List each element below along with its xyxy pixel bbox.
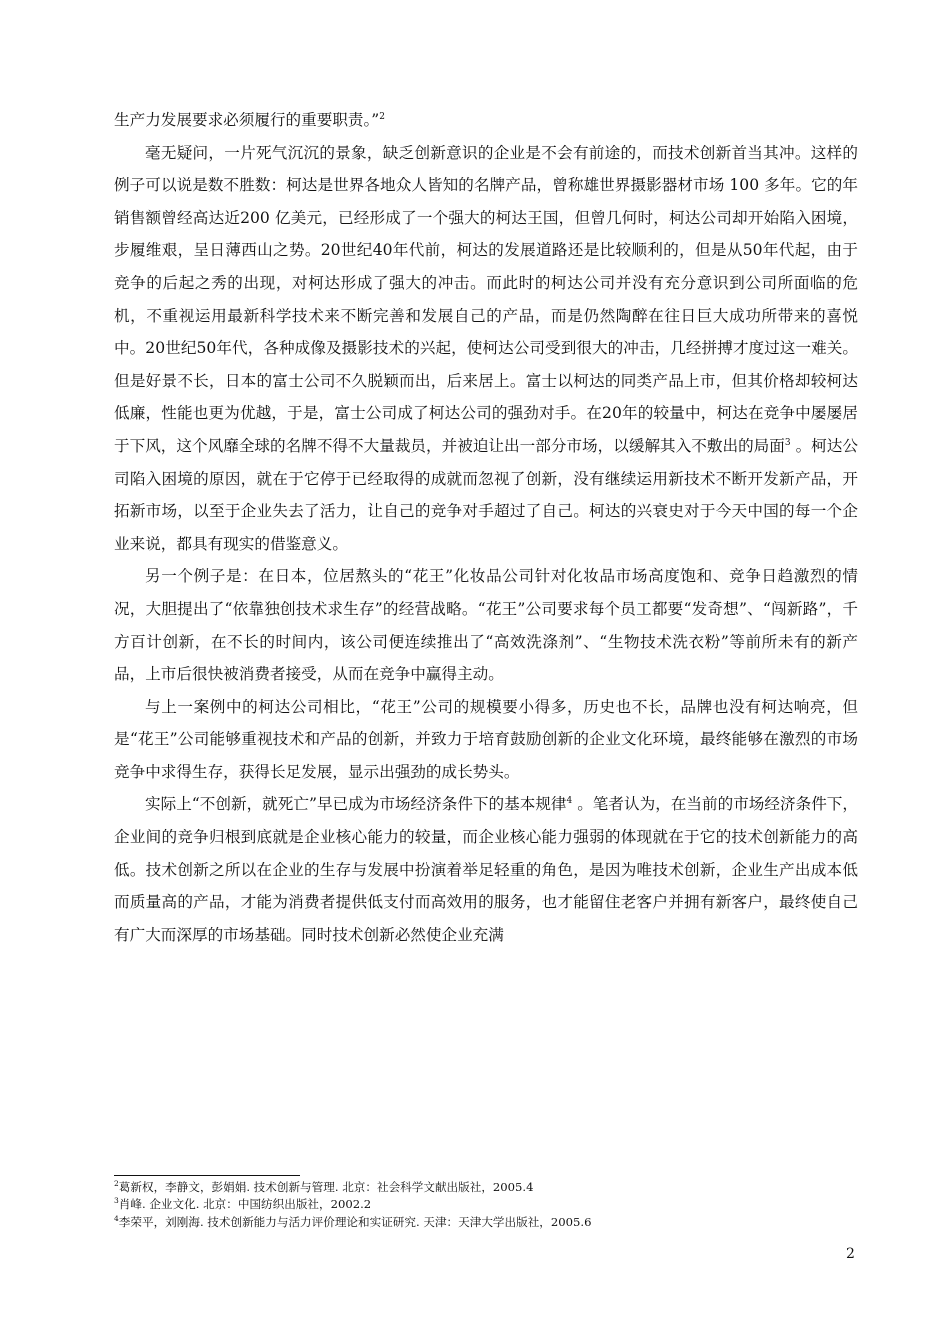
paragraph-2 [114,137,858,561]
footnote-number: 4 [114,1213,119,1223]
footnote-ref: 3 [784,437,791,448]
footnotes [114,1179,854,1231]
footnote-text: 肖峰. 企业文化. 北京：中国纺织出版社，2002.2 [118,1197,372,1212]
paragraph-text: 另一个例子是：在日本，位居熬头的“花王”化妆品公司针对化妆品市场高度饱和、竞争日趋激烈的情况，大胆提出了“依靠独创技术求生存”的经营战略。“花王”公司要求每个员工都要“发奇想”、“闯新路”，千方百计创新，在不长的时间内，该公司便连续推出了“高效洗涤剂”、“生物技术洗衣粉”等前所未有的新产品，上市后很快被消费者接受，从而在竞争中赢得主动。 [114,567,858,684]
paragraph-3 [114,560,858,690]
footnote-text: 葛新权，李静文，彭娟娟. 技术创新与管理. 北京：社会科学文献出版社，2005.4 [118,1180,534,1194]
footnote-number: 3 [114,1196,119,1206]
paragraph-text: 实际上“不创新，就死亡”早已成为市场经济条件下的基本规律 [145,795,567,814]
footnote-number: 2 [114,1179,119,1189]
footnote-3 [114,1196,854,1213]
paragraph-text-tail: 。笔者认为，在当前的市场经济条件下，企业间的竞争归根到底就是企业核心能力的较量，而企业核心能力强弱的体现就在于它的技术创新能力的高低。技术创新之所以在企业的生存与发展中扮演着举足轻重的角色，是因为唯技术创新，企业生产出成本低而质量高的产品，才能为消费者提供低支付而高效用的服务，也才能留住老客户并拥有新客户，最终使自己有广大而深厚的市场基础。同时技术创新必然使企业充满 [114,795,858,944]
paragraph-5 [114,788,858,951]
footnote-ref: 4 [566,796,573,807]
body-text [114,104,858,951]
paragraph-text: 与上一案例中的柯达公司相比，“花王”公司的规模要小得多，历史也不长，品牌也没有柯达响亮，但是“花王”公司能够重视技术和产品的创新，并致力于培育鼓励创新的企业文化环境，最终能够在激烈的市场竞争中求得生存，获得长足发展，显示出强劲的成长势头。 [114,697,858,781]
footnote-separator [114,1175,300,1176]
paragraph-1 [114,104,858,137]
paragraph-text: 毫无疑问，一片死气沉沉的景象，缺乏创新意识的企业是不会有前途的，而技术创新首当其冲。这样的例子可以说是数不胜数：柯达是世界各地众人皆知的名牌产品，曾称雄世界摄影器材市场 100 多年。它的年销售额曾经高达近200 亿美元，已经形成了一个强大的柯达王国，但曾几何时，柯达公司却开始陷入困境，步履维艰，呈日薄西山之势。20世纪40年代前，柯达的发展道路还是比较顺利的，但是从50年代起，由于竞争的后起之秀的出现，对柯达形成了强大的冲击。而此时的柯达公司并没有充分意识到公司所面临的危机，不重视运用最新科学技术来不断完善和发展自己的产品，而是仍然陶醉在往日巨大成功所带来的喜悦中。20世纪50年代，各种成像及摄影技术的兴起，使柯达公司受到很大的冲击，几经拼搏才度过这一难关。但是好景不长，日本的富士公司不久脱颖而出，后来居上。富士以柯达的同类产品上市，但其价格却较柯达低廉，性能也更为优越，于是，富士公司成了柯达公司的强劲对手。在20年的较量中，柯达在竞争中屡屡居于下风，这个风靡全球的名牌不得不大量裁员，并被迫让出一部分市场，以缓解其入不敷出的局面 [114,143,858,455]
footnote-4 [114,1214,854,1231]
paragraph-text: 生产力发展要求必须履行的重要职责。” [114,111,380,129]
paragraph-4 [114,691,858,789]
page-number: 2 [846,1246,855,1262]
footnote-text: 李荣平，刘刚海. 技术创新能力与活力评价理论和实证研究. 天津：天津大学出版社，2005.6 [118,1214,592,1229]
footnote-2 [114,1179,854,1196]
paragraph-text-tail: 。柯达公司陷入困境的原因，就在于它停于已经取得的成就而忽视了创新，没有继续运用新技术不断开发新产品，开拓新市场，以至于企业失去了活力，让自己的竞争对手超过了自己。柯达的兴衰史对于今天中国的每一个企业来说，都具有现实的借鉴意义。 [114,436,858,553]
footnote-ref: 2 [379,111,386,122]
